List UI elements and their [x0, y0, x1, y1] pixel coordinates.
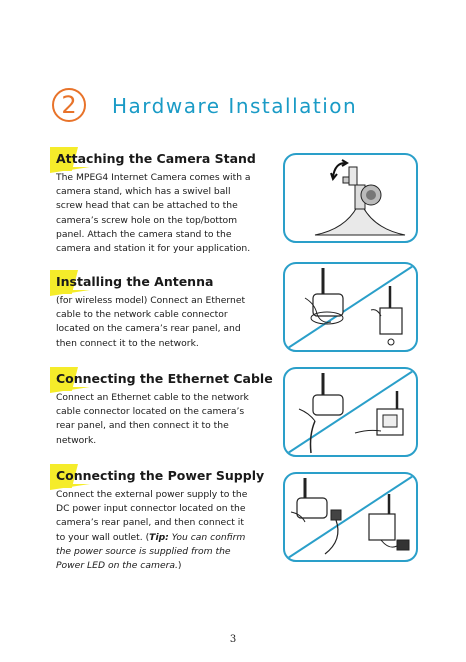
section-power-supply — [56, 468, 266, 573]
camera-stand-illustration — [283, 153, 418, 243]
section-title: Connecting the Ethernet Cable — [56, 371, 273, 386]
section-title: Connecting the Power Supply — [56, 468, 265, 483]
section-body: Connect the external power supply to the DC power input connector located on the camera’s rear panel, and then connect it to your wall outlet. (Tip: You can confirm the power source is supplied from the Power LED on the camera.) — [56, 489, 248, 572]
section-body: The MPEG4 Internet Camera comes with a camera stand, which has a swivel ball screw head that can be attached to the camera’s screw hole on the top/bottom panel. Attach the camera stand to the camera and station it for your application. — [56, 172, 251, 255]
section-body: (for wireless model) Connect an Ethernet cable to the network cable connector located on the camera’s rear panel, and then connect it to the network. — [56, 295, 246, 349]
section-ethernet — [56, 371, 273, 448]
section-title: Installing the Antenna — [56, 274, 214, 289]
page-number: 3 — [229, 634, 237, 645]
section-body: Connect an Ethernet cable to the network cable connector located on the camera’s rear panel, and then connect it to the network. — [56, 392, 249, 446]
chapter-number-circle: 2 — [52, 88, 86, 122]
tip-label: Tip: — [149, 531, 169, 543]
section-camera-stand — [56, 151, 266, 256]
power-supply-illustration — [283, 472, 418, 562]
antenna-illustration — [283, 262, 418, 352]
ethernet-cable-illustration — [283, 367, 418, 457]
section-antenna — [56, 274, 266, 351]
chapter-title: Hardware Installation — [112, 94, 358, 118]
section-title: Attaching the Camera Stand — [56, 151, 256, 166]
